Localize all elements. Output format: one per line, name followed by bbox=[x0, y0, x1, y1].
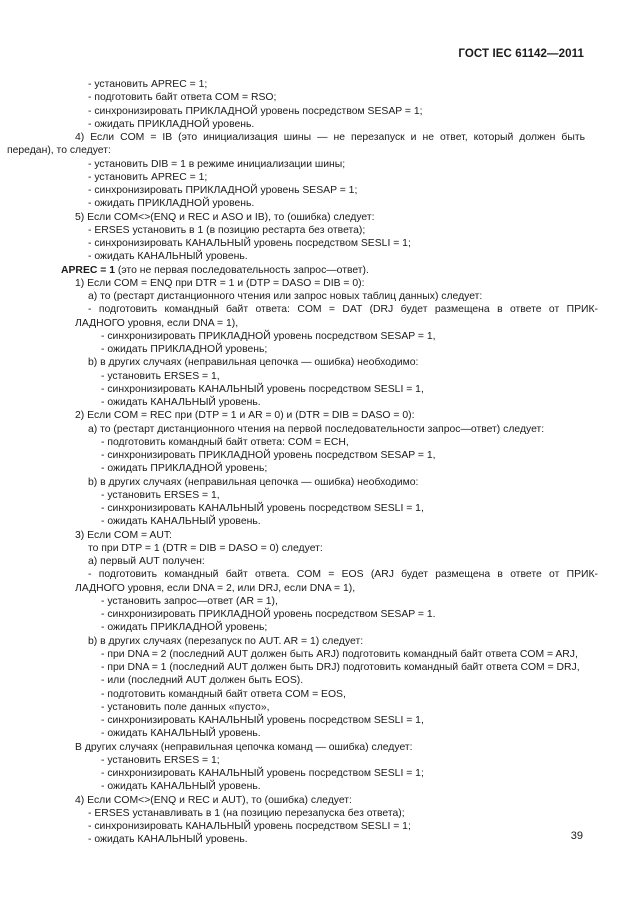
text-line: b) в других случаях (неправильная цепочка — ошибка) необходимо: bbox=[88, 357, 419, 369]
text-line: - ожидать КАНАЛЬНЫЙ уровень. bbox=[88, 251, 248, 263]
text-line: 4) Если COM = IB (это инициализация шины — не перезапуск и не ответ, который должен быть bbox=[75, 132, 585, 143]
text-line: - ожидать КАНАЛЬНЫЙ уровень. bbox=[101, 516, 261, 528]
text-line: - ожидать ПРИКЛАДНОЙ уровень; bbox=[101, 463, 268, 475]
text-line: - установить ERSES = 1, bbox=[101, 489, 220, 501]
text-line: - при DNA = 1 (последний AUT должен быть DRJ) подготовить командный байт ответа COM = DRJ, bbox=[101, 662, 580, 673]
text-line: - подготовить командный байт ответа COM = EOS, bbox=[101, 688, 346, 700]
text-line bbox=[0, 264, 630, 277]
text-line: - ERSES установить в 1 (в позицию рестарта без ответа); bbox=[88, 224, 366, 236]
text-line: - установить поле данных «пусто», bbox=[101, 701, 270, 713]
text-line: - синхронизировать ПРИКЛАДНОЙ уровень посредством SESAP = 1, bbox=[101, 450, 436, 461]
text-line: передан), то следует: bbox=[7, 145, 111, 157]
text-line: - ожидать КАНАЛЬНЫЙ уровень. bbox=[101, 781, 261, 793]
text-line: - подготовить командный байт ответа: COM = ECH, bbox=[101, 436, 349, 448]
text-line: а) то (рестарт дистанционного чтения на первой последовательности запрос—ответ) следует: bbox=[88, 423, 545, 435]
text-line: - при DNA = 2 (последний AUT должен быть ARJ) подготовить командный байт ответа COM = ARJ, bbox=[101, 648, 578, 660]
document-body bbox=[0, 78, 630, 847]
text-line: b) в других случаях (неправильная цепочка — ошибка) необходимо: bbox=[88, 476, 419, 488]
text-line: - установить запрос—ответ (AR = 1), bbox=[101, 595, 278, 607]
text-line: - синхронизировать ПРИКЛАДНОЙ уровень посредством SESAP = 1; bbox=[88, 105, 423, 117]
text-line: - или (последний AUT должен быть EOS). bbox=[101, 675, 304, 687]
text-line: - синхронизировать КАНАЛЬНЫЙ уровень посредством SESLI = 1; bbox=[88, 821, 411, 832]
text-line: - установить APREC = 1; bbox=[88, 171, 208, 183]
text-line: а) то (рестарт дистанционного чтения или запрос новых таблиц данных) следует: bbox=[88, 291, 483, 302]
document-header: ГОСТ IEC 61142—2011 bbox=[458, 48, 584, 60]
text-line: 3) Если COM = AUT: bbox=[75, 529, 172, 541]
text-line: - подготовить байт ответа COM = RSO; bbox=[88, 92, 277, 104]
text-line: - установить ERSES = 1, bbox=[101, 370, 220, 382]
text-line: - синхронизировать КАНАЛЬНЫЙ уровень посредством SESLI = 1, bbox=[101, 383, 424, 395]
text-line: - подготовить командный байт ответа: COM = DAT (DRJ будет размещена в ответе от ПРИК- bbox=[88, 304, 598, 316]
text-line: В других случаях (неправильная цепочка команд — ошибка) следует: bbox=[75, 741, 413, 753]
page-number: 39 bbox=[570, 830, 583, 842]
text-line: - ожидать КАНАЛЬНЫЙ уровень. bbox=[101, 728, 261, 740]
heading-rest: (это не первая последовательность запрос—ответ). bbox=[115, 264, 369, 276]
text-line: - установить ERSES = 1; bbox=[101, 754, 220, 766]
text-line: - синхронизировать КАНАЛЬНЫЙ уровень посредством SESLI = 1, bbox=[101, 503, 424, 514]
text-line: - ожидать КАНАЛЬНЫЙ уровень. bbox=[101, 397, 261, 408]
text-line: - установить APREC = 1; bbox=[88, 79, 208, 90]
text-line: 1) Если COM = ENQ при DTR = 1 и (DTP = DASO = DIB = 0): bbox=[75, 277, 365, 289]
text-line: 2) Если COM = REC при (DTP = 1 и AR = 0) и (DTR = DIB = DASO = 0): bbox=[75, 410, 415, 422]
text-line: а) первый AUT получен: bbox=[88, 556, 205, 567]
text-line: - установить DIB = 1 в режиме инициализации шины; bbox=[88, 158, 346, 170]
text-line: - ожидать ПРИКЛАДНОЙ уровень. bbox=[88, 118, 255, 130]
text-line: ЛАДНОГО уровня, если DNA = 1), bbox=[75, 317, 239, 329]
text-line: - ожидать КАНАЛЬНЫЙ уровень. bbox=[88, 834, 248, 846]
text-line: - ожидать ПРИКЛАДНОЙ уровень; bbox=[101, 622, 268, 634]
text-line: - синхронизировать ПРИКЛАДНОЙ уровень посредством SESAP = 1. bbox=[101, 609, 436, 620]
text-line: 4) Если COM<>(ENQ и REC и AUT), то (ошибка) следует: bbox=[75, 794, 352, 806]
text-line: b) в других случаях (перезапуск по AUT. AR = 1) следует: bbox=[88, 635, 364, 647]
text-line: - синхронизировать КАНАЛЬНЫЙ уровень посредством SESLI = 1; bbox=[88, 238, 411, 249]
text-line: - синхронизировать ПРИКЛАДНОЙ уровень посредством SESAP = 1, bbox=[101, 330, 436, 342]
text-line: 5) Если COM<>(ENQ и REC и ASO и IB), то (ошибка) следует: bbox=[75, 211, 375, 223]
text-line: - синхронизировать ПРИКЛАДНОЙ уровень SESAP = 1; bbox=[88, 185, 358, 196]
text-line: - синхронизировать КАНАЛЬНЫЙ уровень посредством SESLI = 1, bbox=[101, 715, 424, 726]
text-line: - подготовить командный байт ответа. COM = EOS (ARJ будет размещена в ответе от ПРИК- bbox=[88, 569, 598, 581]
text-line: то при DTP = 1 (DTR = DIB = DASO = 0) следует: bbox=[88, 542, 323, 554]
text-line: - ожидать ПРИКЛАДНОЙ уровень. bbox=[88, 198, 255, 210]
text-line: - синхронизировать КАНАЛЬНЫЙ уровень посредством SESLI = 1; bbox=[101, 768, 424, 779]
bold-heading: APREC = 1 bbox=[61, 264, 115, 276]
text-line: - ERSES устанавливать в 1 (на позицию перезапуска без ответа); bbox=[88, 807, 405, 819]
text-line: ЛАДНОГО уровня, если DNA = 2, или DRJ, если DNA = 1), bbox=[75, 582, 356, 594]
text-line: - ожидать ПРИКЛАДНОЙ уровень; bbox=[101, 344, 268, 355]
